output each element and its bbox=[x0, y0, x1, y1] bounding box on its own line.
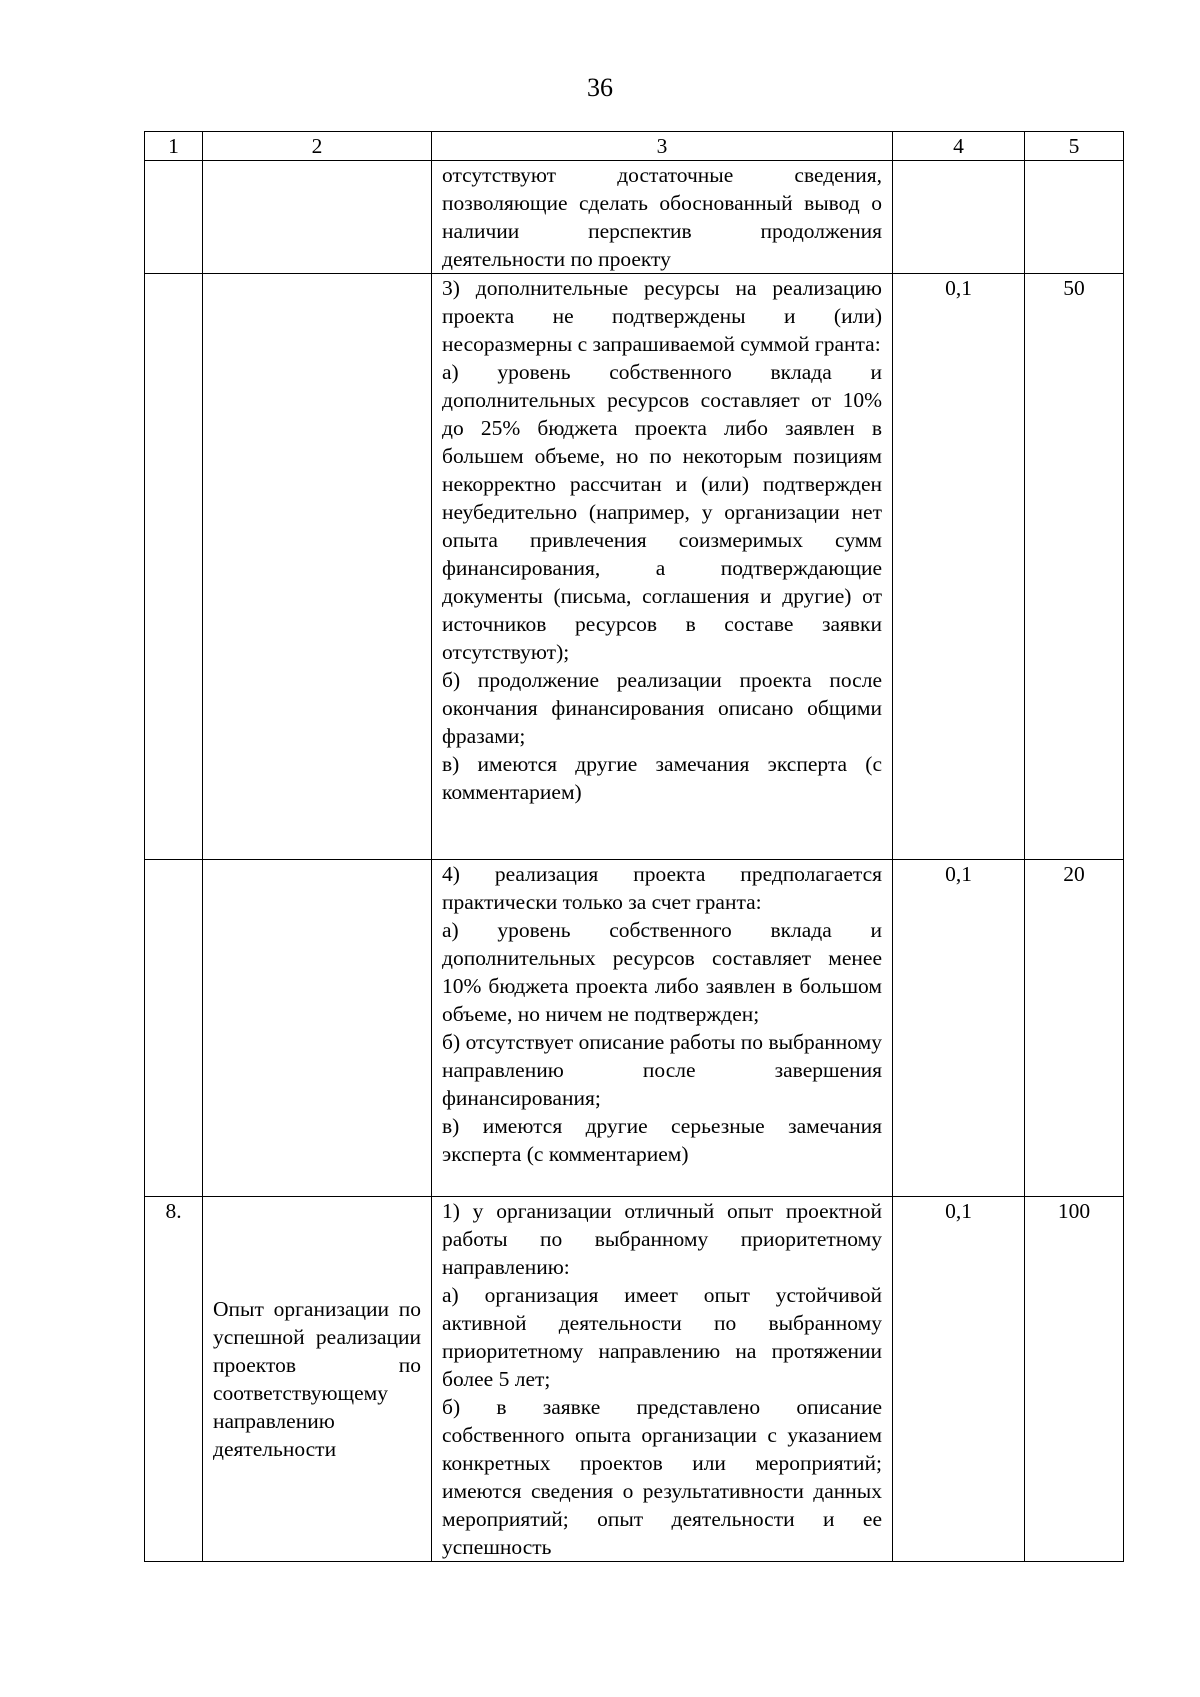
description-cell bbox=[432, 161, 893, 274]
header-cell-5: 5 bbox=[1025, 132, 1124, 161]
description-text: отсутствуют достаточные сведения, позволяющие сделать обоснованный вывод о наличии перспектив продолжения деятельности по проекту bbox=[442, 163, 882, 271]
row-number-cell bbox=[145, 161, 203, 274]
score-cell: 100 bbox=[1025, 1197, 1124, 1562]
header-cell-2: 2 bbox=[203, 132, 432, 161]
description-text: 4) реализация проекта предполагается практически только за счет гранта: а) уровень собственного вклада и дополнительных ресурсов составляет менее 10% бюджета проекта либо заявлен в большом объеме, но ничем не подтвержден; б) отсутствует описание работы по выбранному направлению после завершения финансирования; в) имеются другие серьезные замечания эксперта (с комментарием) bbox=[442, 862, 882, 1166]
row-number-cell: 8. bbox=[145, 1197, 203, 1562]
table-header-row bbox=[145, 132, 1124, 161]
table-row bbox=[145, 1197, 1124, 1562]
table-row bbox=[145, 161, 1124, 274]
criterion-cell bbox=[203, 274, 432, 860]
coefficient-cell: 0,1 bbox=[893, 274, 1025, 860]
criterion-cell: Опыт организации по успешной реализации проектов по соответствующему направлению деятельности bbox=[203, 1197, 432, 1562]
header-cell-1: 1 bbox=[145, 132, 203, 161]
description-cell bbox=[432, 1197, 893, 1562]
score-cell bbox=[1025, 161, 1124, 274]
score-cell: 20 bbox=[1025, 860, 1124, 1197]
criterion-cell bbox=[203, 860, 432, 1197]
description-text: 1) у организации отличный опыт проектной работы по выбранному приоритетному направлению: а) организация имеет опыт устойчивой активной деятельности по выбранному приоритетному направлению на протяжении более 5 лет; б) в заявке представлено описание собственного опыта организации с указанием конкретных проектов или мероприятий; имеются сведения о результативности данных мероприятий; опыт деятельности и ее успешность bbox=[442, 1199, 882, 1559]
coefficient-cell: 0,1 bbox=[893, 1197, 1025, 1562]
criterion-cell bbox=[203, 161, 432, 274]
header-cell-3: 3 bbox=[432, 132, 893, 161]
description-text: 3) дополнительные ресурсы на реализацию проекта не подтверждены и (или) несоразмерны с запрашиваемой суммой гранта: а) уровень собственного вклада и дополнительных ресурсов составляет от 10% до 25% бюджета проекта либо заявлен в большем объеме, но по некоторым позициям некорректно рассчитан и (или) подтвержден неубедительно (например, у организации нет опыта привлечения соизмеримых сумм финансирования, а подтверждающие документы (письма, соглашения и другие) от источников ресурсов в составе заявки отсутствуют); б) продолжение реализации проекта после окончания финансирования описано общими фразами; в) имеются другие замечания эксперта (с комментарием) bbox=[442, 276, 882, 804]
coefficient-cell bbox=[893, 161, 1025, 274]
header-cell-4: 4 bbox=[893, 132, 1025, 161]
row-number-cell bbox=[145, 860, 203, 1197]
description-cell bbox=[432, 274, 893, 860]
table-row bbox=[145, 860, 1124, 1197]
table-row bbox=[145, 274, 1124, 860]
description-cell bbox=[432, 860, 893, 1197]
criteria-table bbox=[144, 131, 1124, 1562]
coefficient-cell: 0,1 bbox=[893, 860, 1025, 1197]
score-cell: 50 bbox=[1025, 274, 1124, 860]
row-number-cell bbox=[145, 274, 203, 860]
page-number: 36 bbox=[587, 73, 613, 102]
